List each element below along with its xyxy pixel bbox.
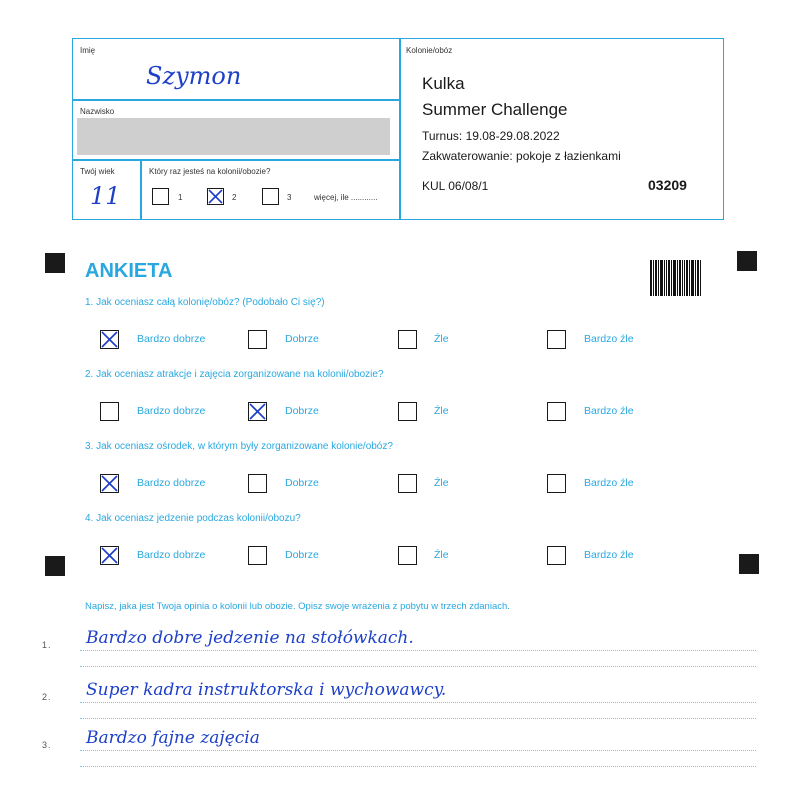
answer-option-label: Dobrze: [285, 405, 319, 417]
writing-line: [80, 750, 756, 751]
wiek-label: Twój wiek: [80, 167, 115, 176]
answer-checkbox[interactable]: [547, 402, 566, 421]
checked-x-icon: [100, 474, 119, 493]
question-text: 3. Jak oceniasz ośrodek, w którym były zorganizowane kolonie/obóz?: [85, 441, 393, 452]
alignment-marker-top-right: [737, 251, 757, 271]
opinion-line-number: 1.: [42, 640, 52, 650]
answer-option-label: Bardzo źle: [584, 477, 634, 489]
answer-option-label: Źle: [434, 477, 449, 489]
answer-option-label: Bardzo dobrze: [137, 477, 206, 489]
raz-option-1: 1: [178, 193, 183, 202]
header-divider-name: [72, 99, 400, 101]
raz-option-2: 2: [232, 193, 237, 202]
answer-option-label: Bardzo źle: [584, 333, 634, 345]
kolonie-label: Kolonie/obóz: [406, 46, 453, 55]
opinion-line-text[interactable]: Bardzo dobre jedzenie na stołówkach.: [86, 628, 414, 648]
question-text: 2. Jak oceniasz atrakcje i zajęcia zorganizowane na kolonii/obozie?: [85, 369, 384, 380]
answer-option-label: Dobrze: [285, 333, 319, 345]
raz-checkbox-2[interactable]: [207, 188, 224, 205]
raz-option-3: 3: [287, 193, 292, 202]
camp-name: Kulka: [422, 74, 465, 93]
writing-line: [80, 718, 756, 719]
alignment-marker-bottom-left: [45, 556, 65, 576]
answer-option-label: Bardzo źle: [584, 405, 634, 417]
camp-code: KUL 06/08/1: [422, 179, 489, 193]
answer-checkbox[interactable]: [100, 402, 119, 421]
answer-checkbox[interactable]: [248, 330, 267, 349]
nazwisko-label: Nazwisko: [80, 107, 115, 116]
checked-x-icon: [248, 402, 267, 421]
answer-checkbox[interactable]: [100, 330, 119, 349]
answer-checkbox[interactable]: [547, 546, 566, 565]
answer-checkbox[interactable]: [248, 546, 267, 565]
form-number: 03209: [648, 177, 687, 193]
answer-option-label: Źle: [434, 405, 449, 417]
header-divider-vertical: [399, 38, 401, 219]
answer-checkbox[interactable]: [100, 474, 119, 493]
answer-checkbox[interactable]: [248, 474, 267, 493]
header-divider-surname: [72, 159, 400, 161]
barcode: [650, 260, 702, 296]
raz-more: więcej, ile ............: [314, 193, 378, 202]
answer-option-label: Bardzo dobrze: [137, 405, 206, 417]
header-divider-age: [140, 159, 142, 219]
opinion-line-text[interactable]: Bardzo fajne zajęcia: [86, 728, 260, 748]
zakwaterowanie: Zakwaterowanie: pokoje z łazienkami: [422, 149, 621, 163]
answer-checkbox[interactable]: [547, 330, 566, 349]
answer-checkbox[interactable]: [398, 474, 417, 493]
nazwisko-redacted-field[interactable]: [77, 118, 390, 155]
answer-option-label: Bardzo dobrze: [137, 333, 206, 345]
answer-checkbox[interactable]: [100, 546, 119, 565]
raz-checkbox-1[interactable]: [152, 188, 169, 205]
wiek-value[interactable]: 11: [90, 182, 121, 210]
opinion-line-number: 3.: [42, 740, 52, 750]
opinion-prompt: Napisz, jaka jest Twoja opinia o kolonii lub obozie. Opisz swoje wrażenia z pobytu w trzech zdaniach.: [85, 601, 510, 612]
writing-line: [80, 766, 756, 767]
answer-checkbox[interactable]: [398, 402, 417, 421]
writing-line: [80, 650, 756, 651]
checked-x-icon: [100, 546, 119, 565]
opinion-line-number: 2.: [42, 692, 52, 702]
answer-checkbox[interactable]: [248, 402, 267, 421]
opinion-line-text[interactable]: Super kadra instruktorska i wychowawcy.: [86, 680, 447, 700]
writing-line: [80, 666, 756, 667]
imie-value[interactable]: Szymon: [146, 62, 242, 90]
question-text: 1. Jak oceniasz całą kolonię/obóz? (Podobało Ci się?): [85, 297, 325, 308]
answer-checkbox[interactable]: [398, 546, 417, 565]
camp-program: Summer Challenge: [422, 100, 568, 119]
writing-line: [80, 702, 756, 703]
answer-checkbox[interactable]: [547, 474, 566, 493]
answer-option-label: Bardzo dobrze: [137, 549, 206, 561]
raz-label: Który raz jesteś na kolonii/obozie?: [149, 167, 271, 176]
answer-option-label: Bardzo źle: [584, 549, 634, 561]
survey-title: ANKIETA: [85, 260, 173, 282]
imie-label: Imię: [80, 46, 96, 55]
question-text: 4. Jak oceniasz jedzenie podczas kolonii/obozu?: [85, 513, 301, 524]
checked-x-icon: [100, 330, 119, 349]
answer-option-label: Źle: [434, 549, 449, 561]
alignment-marker-top-left: [45, 253, 65, 273]
answer-checkbox[interactable]: [398, 330, 417, 349]
turnus: Turnus: 19.08-29.08.2022: [422, 129, 560, 143]
answer-option-label: Dobrze: [285, 549, 319, 561]
answer-option-label: Dobrze: [285, 477, 319, 489]
answer-option-label: Źle: [434, 333, 449, 345]
alignment-marker-bottom-right: [739, 554, 759, 574]
raz-checkbox-3[interactable]: [262, 188, 279, 205]
checked-x-icon: [207, 188, 224, 205]
